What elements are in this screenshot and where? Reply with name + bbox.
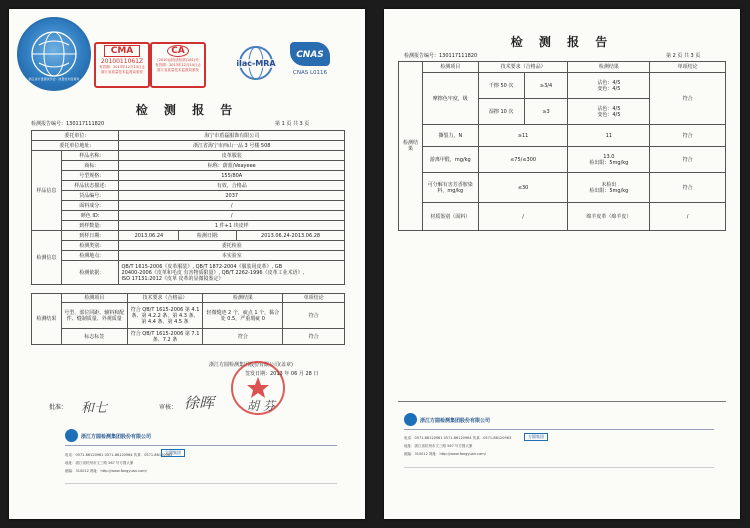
report-title: 检 测 报 告: [510, 35, 614, 49]
brand-label: 商标:: [61, 161, 119, 171]
result-verdict: 符合: [283, 329, 345, 345]
institute-logo: [17, 17, 91, 91]
row-verdict: 符合: [650, 73, 726, 125]
row-item: 撕裂力，N: [422, 125, 478, 147]
cma-validity: 有效期：2013年12月14日止: [99, 65, 145, 69]
footer-line: 电话：0571-86120961 0571-86120964 传真：0571-86120963: [404, 436, 512, 440]
result-item: 标志标签: [61, 329, 127, 345]
color-id-value: /: [119, 211, 345, 221]
ca-stamp: [150, 42, 206, 88]
row-item: 可分解有害芳香胺染料，mg/kg: [422, 173, 478, 203]
result-req: 符合 QB/T 1615-2006 第 7.1 条、7.2 条: [127, 329, 203, 345]
footer-line: 邮编：310012 网址：http://www.fangyuan.com/: [404, 452, 486, 456]
row-verdict: 符合: [650, 125, 726, 147]
header-item: 检测项目: [61, 294, 127, 303]
standard-line: ISO 17131:2012《皮革 皮革的显微镜鉴定》: [121, 275, 224, 282]
results-table-2: [398, 61, 726, 231]
footer-company: 浙江方圆检测集团股份有限公司: [81, 434, 152, 440]
row-result: 13.0 检出限：5mg/kg: [568, 147, 650, 173]
result-item: 号型、部位同距、辅料和配件、缝制质量、外观质量: [61, 303, 127, 329]
header-req: 技术要求（合格品）: [478, 62, 568, 73]
cma-issuer: 浙江省质量技术监督局颁发: [101, 69, 143, 74]
footer-contact: [404, 434, 714, 458]
company-logo-icon: [65, 429, 78, 442]
cma-label: CMA: [104, 45, 140, 57]
cma-stamp: [94, 42, 150, 88]
header-verdict: 单项结论: [283, 294, 345, 303]
footer-divider: [65, 445, 337, 446]
client-address-label: 委托单位地址:: [32, 141, 119, 151]
brand-value: 标称：蔚蓝/Veayeee: [119, 161, 345, 171]
state-value: 有效，合格品: [119, 181, 345, 191]
color-id-label: 颜色 ID:: [61, 211, 119, 221]
receive-date-value: 2013.06.24: [119, 231, 179, 241]
test-date-value: 2013.06.24-2013.06.28: [237, 231, 345, 241]
row-result: 绵羊皮革（绵羊皮）: [568, 203, 650, 231]
report-number: 检测报告编号：130117111820: [31, 121, 105, 127]
row-verdict: /: [650, 203, 726, 231]
info-table: [31, 130, 345, 285]
test-type-label: 检测类别:: [61, 241, 119, 251]
standard-value: [119, 261, 345, 285]
footer-line: 邮编：310012 网址：http://www.fangyuan.com/: [65, 469, 147, 473]
conclusion-group-label: 检测结果: [32, 294, 62, 345]
footer-divider: [404, 429, 714, 430]
standard-line: 20400-2006《皮革和毛皮 有害物质限量》, QB/T 2262-1996《皮革工业术语》,: [121, 269, 305, 276]
footer-rule: [404, 467, 714, 468]
row-result: 沾色：4/5 变色：4/5: [568, 73, 650, 99]
fabric-value: /: [119, 201, 345, 211]
footer-partner: 方圆集团: [165, 450, 181, 455]
row-cond: 湿擦 10 次: [478, 99, 524, 125]
footer-line: 地址：浙江省杭州市文三路 567 号方圆大厦: [404, 444, 473, 448]
ca-number: (2010)(浙)质检第(161)号: [157, 58, 199, 62]
fabric-label: 面料成分:: [61, 201, 119, 211]
result-req: 符合 QB/T 1615-2006 第 4.1 条、第 4.2.2 条、第 4.3 条、第 4.4 条、第 4.5 条: [127, 303, 203, 329]
result-verdict: 符合: [283, 303, 345, 329]
ilac-label: ilac-MRA: [234, 59, 278, 68]
row-item: 材质鉴别（面料）: [422, 203, 478, 231]
footer-contact: [65, 451, 337, 475]
footer-partner-badge: [524, 433, 548, 441]
sample-name-value: 皮革服装: [119, 151, 345, 161]
row-item: 游离甲醛，mg/kg: [422, 147, 478, 173]
ca-validity: 有效期：2013年12月14日止: [155, 63, 201, 67]
ilac-mra-logo: [234, 45, 278, 81]
cma-number: 2010011061Z: [100, 58, 144, 65]
page-indicator: 第 2 页 共 3 页: [666, 53, 701, 59]
sample-group-label: 样品信息: [32, 151, 62, 231]
side-label: 检测结果: [399, 62, 423, 231]
row-verdict: 符合: [650, 173, 726, 203]
cnas-logo: [285, 42, 335, 82]
header-result: 检测结果: [568, 62, 650, 73]
row-req: ≥3/4: [524, 73, 568, 99]
cnas-number: CNAS L0116: [292, 70, 328, 76]
ca-label: CA: [167, 45, 189, 57]
row-item: 摩擦色牢度，级: [422, 73, 478, 125]
row-req: ≥11: [478, 125, 568, 147]
row-result: 11: [568, 125, 650, 147]
header-verdict: 单项结论: [650, 62, 726, 73]
sample-name-label: 样品名称:: [61, 151, 119, 161]
page-indicator: 第 1 页 共 3 页: [275, 121, 310, 127]
test-group-label: 检测信息: [32, 231, 62, 285]
results-table: [31, 293, 345, 345]
header-req: 技术要求（合格品）: [127, 294, 203, 303]
test-date-label: 检测日期:: [179, 231, 237, 241]
standard-line: QB/T 1615-2006《皮革服装》, QB/T 1872-2004《服装用皮革》, GB: [121, 263, 283, 270]
header-result: 检测结果: [203, 294, 283, 303]
test-location-label: 检测地点:: [61, 251, 119, 261]
approver-label: 批准：: [49, 404, 68, 411]
row-req: ≥3: [524, 99, 568, 125]
client-label: 委托单位:: [32, 131, 119, 141]
tester-signature: 胡 芬: [247, 399, 275, 413]
row-req: ≤75/≤300: [478, 147, 568, 173]
state-label: 样品状态描述:: [61, 181, 119, 191]
footer-partner: 方圆集团: [528, 434, 544, 439]
content-end-rule: [398, 401, 726, 402]
issuer: 浙江方圆检测集团股份有限公司(盖章): [209, 362, 293, 368]
footer-partner-badge: [161, 449, 185, 457]
report-page-1: [9, 9, 365, 519]
test-type-value: 委托检验: [119, 241, 345, 251]
header-item: 检测项目: [422, 62, 478, 73]
report-number: 检测报告编号：130117111820: [404, 53, 478, 59]
reviewer-label: 审核：: [159, 404, 178, 411]
cnas-label: CNAS: [296, 50, 324, 60]
row-result: 沾色：4/5 变色：4/5: [568, 99, 650, 125]
company-logo-icon: [404, 413, 417, 426]
item-number-label: 货品编号:: [61, 191, 119, 201]
cnas-badge: [290, 42, 330, 66]
quantity-label: 到样数量:: [61, 221, 119, 231]
footer-rule: [65, 483, 337, 484]
quantity-value: 1 件+1 块皮样: [119, 221, 345, 231]
result-value: 轻微缝迹 2 个，疵点 1 个，黏合处 0.5，严重瑕疵 0: [203, 303, 283, 329]
size-label: 号型规格:: [61, 171, 119, 181]
result-value: 符合: [203, 329, 283, 345]
ca-issuer: 浙江省质量技术监督局颁发: [157, 68, 199, 72]
reviewer-signature: 徐晖: [184, 394, 215, 412]
footer-company: 浙江方圆检测集团股份有限公司: [420, 418, 491, 424]
item-number-value: 2037: [119, 191, 345, 201]
standard-label: 检测依据:: [61, 261, 119, 285]
size-value: 155/80A: [119, 171, 345, 181]
report-page-2: [384, 9, 740, 519]
row-cond: 干擦 50 次: [478, 73, 524, 99]
row-result: 未检出 检出限：5mg/kg: [568, 173, 650, 203]
footer-line: 地址：浙江省杭州市文三路 567 号方圆大厦: [65, 461, 134, 465]
row-verdict: 符合: [650, 147, 726, 173]
logo-caption: 浙江省计量测试学会 · 质量技术监督局: [28, 77, 80, 81]
approver-signature: 和七: [81, 401, 108, 416]
client-value: 海宁市盾磊服饰有限公司: [119, 131, 345, 141]
client-address-value: 浙江省海宁市西山一品 3 号楼 508: [119, 141, 345, 151]
report-title: 检 测 报 告: [135, 103, 239, 117]
test-location-value: 本实验室: [119, 251, 345, 261]
receive-date-label: 到样日期:: [61, 231, 119, 241]
issue-date: 签发日期：2013 年 06 月 28 日: [245, 371, 319, 377]
row-req: ≤30: [478, 173, 568, 203]
footer-line: 电话：0571-86120961 0571-86120964 传真：0571-86120963: [65, 453, 173, 457]
row-req: /: [478, 203, 568, 231]
